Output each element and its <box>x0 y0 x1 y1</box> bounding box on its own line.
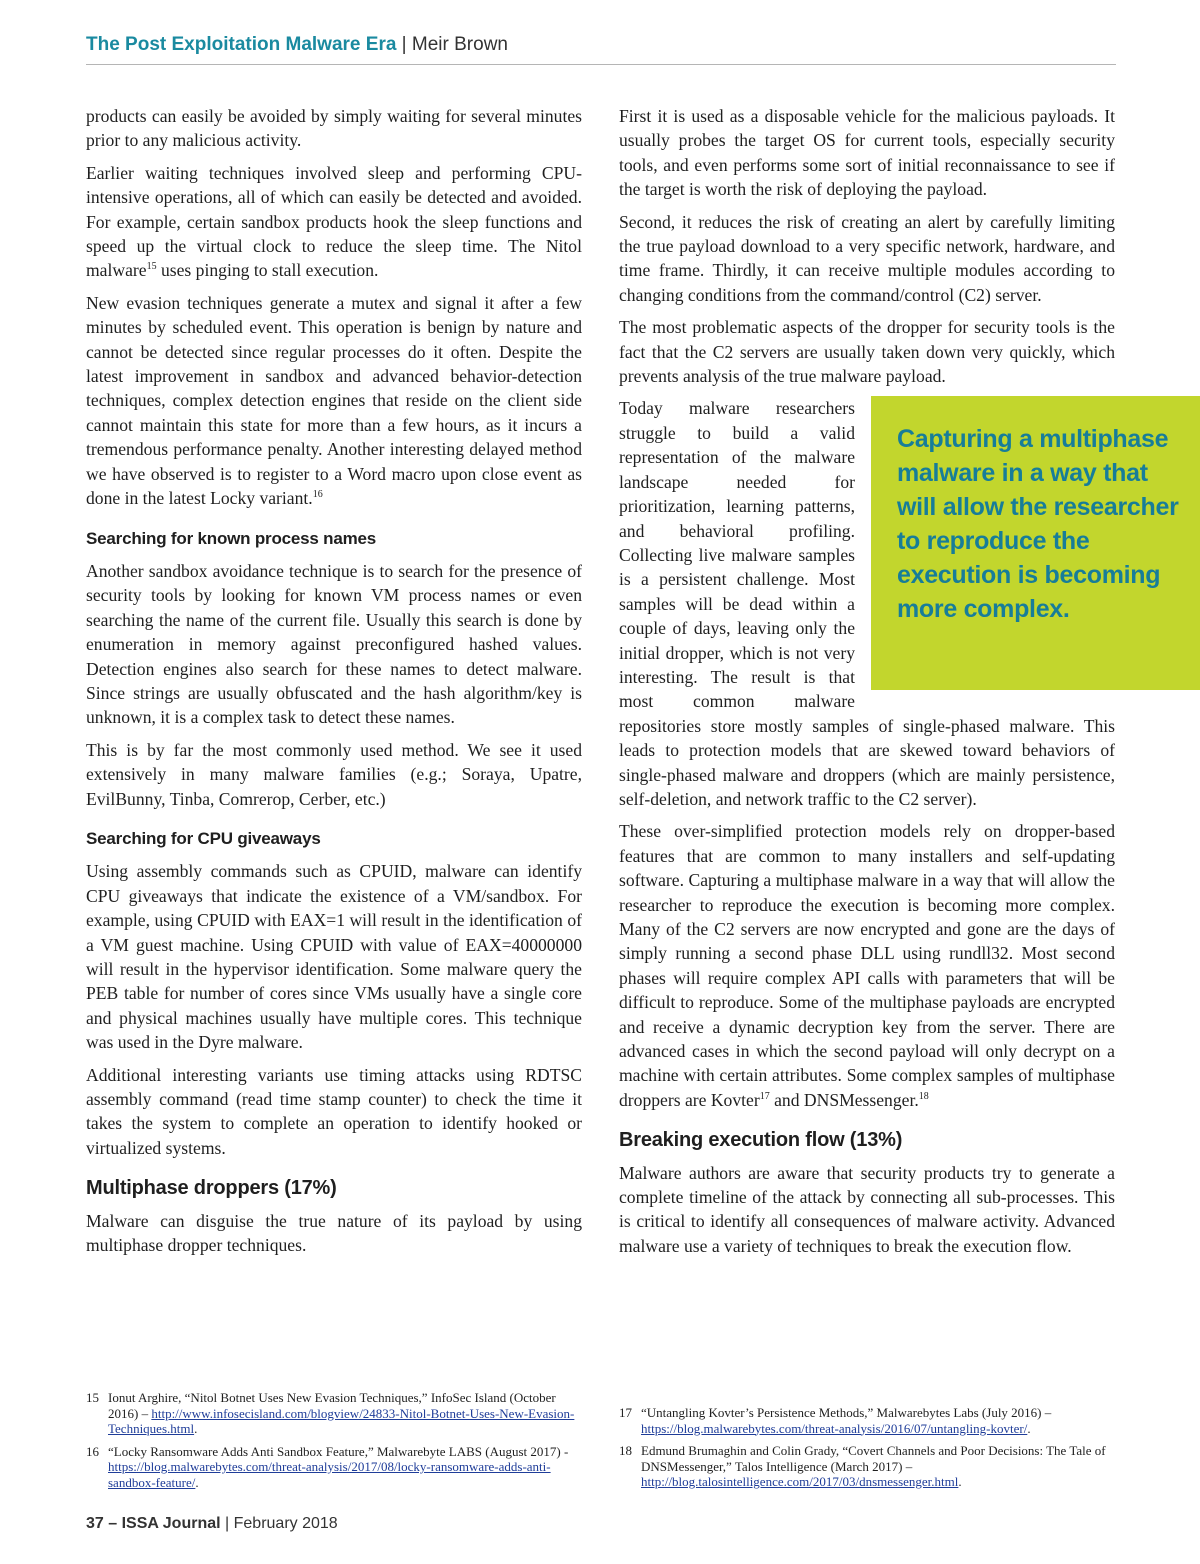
footnote <box>86 1390 582 1437</box>
section-heading-breaking-execution-flow: Breaking execution flow (13%) <box>619 1129 903 1152</box>
article-title: The Post Exploitation Malware Era <box>86 34 397 55</box>
footnote-text <box>108 1444 582 1491</box>
paragraph <box>619 819 1115 1112</box>
paragraph: Today malware researchers struggle to build a valid representation of the malware landscape needed for prioritization, learning patterns, and behavioral profiling. Collecting live malware samples is a persistent challenge. Most samples will be dead within a couple of days, leaving only the initial dropper, which is not very interesting. The result is that most common malware repositories store mostly samples of single-phased malware. This leads to protection models that are skewed toward behaviors of single-phased malware and droppers (which are mainly persistence, self-deletion, and network traffic to the C2 server). <box>619 398 1115 809</box>
footnote-number: 17 <box>619 1405 632 1420</box>
paragraph-text: New evasion techniques generate a mutex and signal it after a few minutes by scheduled event. This operation is benign by nature and cannot be detected since regular processes do it often. Despite the latest improvement in sandbox and advanced behavior-detection techniques, complex detection engines that reside on the client side cannot maintain this state for more than a few hours, as it incurs a tremendous performance penalty. Another interesting delayed method we have observed is to register to a Word macro upon close event as done in the latest Locky variant. <box>86 292 582 509</box>
paragraph: Malware can disguise the true nature of its payload by using multiphase dropper techniques. <box>86 1210 582 1256</box>
footnote-text <box>641 1405 1115 1436</box>
right-column <box>619 104 1179 1266</box>
subheading-cpu-giveaways: Searching for CPU giveaways <box>86 828 321 848</box>
pull-quote: Capturing a multiphase malware in a way that will allow the researcher to reproduce the execution is becoming more complex. <box>871 396 1200 690</box>
footnote-citation: Edmund Brumaghin and Colin Grady, “Covert Channels and Poor Decisions: The Tale of DNSMessenger,” Talos Intelligence (March 2017) – <box>641 1443 1106 1474</box>
paragraph: products can easily be avoided by simply waiting for several minutes prior to any malicious activity. <box>86 106 582 151</box>
paragraph: Using assembly commands such as CPUID, malware can identify CPU giveaways that indicate the existence of a VM/sandbox. For example, using CPUID with EAX=1 will result in the identification of a VM guest machine. Using CPUID with value of EAX=40000000 will result in the hypervisor identification. Some malware query the PEB table for number of cores since VMs usually have a single core and physical machines usually have multiple cores. This technique was used in the Dyre malware. <box>86 861 582 1053</box>
footer-separator: | <box>220 1515 234 1532</box>
footnote-text <box>641 1443 1115 1490</box>
footnote-citation: Ionut Arghire, “Nitol Botnet Uses New Evasion Techniques,” InfoSec Island (October 2016) – <box>108 1390 556 1421</box>
footnotes-right <box>619 1405 1115 1497</box>
paragraph: First it is used as a disposable vehicle for the malicious payloads. It usually probes the target OS for current tools, especially security tools, and even performs some sort of initial reconnaissance to see if the target is worth the risk of deploying the payload. <box>619 106 1115 200</box>
footnote-link[interactable]: https://blog.malwarebytes.com/threat-analysis/2016/07/untangling-kovter/ <box>641 1420 1028 1436</box>
footnote <box>86 1444 582 1491</box>
header-separator: | <box>396 34 412 55</box>
footnote <box>619 1405 1115 1436</box>
paragraph-text: uses pinging to stall execution. <box>156 260 379 281</box>
paragraph: Another sandbox avoidance technique is to search for the presence of security tools by looking for known VM process names or even searching the name of the current file. Usually this search is done by enumeration in memory against preconfigured hashed values. Detection engines also search for these names to detect malware. Since strings are usually obfuscated and the hash algorithm/key is unknown, it is a complex task to detect these names. <box>86 560 582 728</box>
footnote-ref[interactable]: 16 <box>312 489 323 501</box>
left-column <box>86 104 582 1265</box>
footnote-tail: . <box>194 1421 198 1436</box>
footnote-tail: . <box>195 1474 199 1490</box>
footnote-ref[interactable]: 18 <box>918 1090 929 1102</box>
page-footer <box>86 1515 338 1533</box>
footnote-citation: “Locky Ransomware Adds Anti Sandbox Feature,” Malwarebyte LABS (August 2017) - <box>108 1443 569 1459</box>
footnote-text <box>108 1390 582 1437</box>
paragraph-text: Earlier waiting techniques involved sleep and performing CPU-intensive operations, all of which can easily be detected and avoided. For example, certain sandbox products hook the sleep functions and speed up the virtual clock to reduce the sleep time. The Nitol malware <box>86 162 582 281</box>
page-number-journal: 37 – ISSA Journal <box>86 1515 221 1532</box>
paragraph: This is by far the most commonly used method. We see it used extensively in many malware families (e.g.; Soraya, Upatre, EvilBunny, Tinba, Comrerop, Cerber, etc.) <box>86 739 582 809</box>
section-heading-multiphase-droppers: Multiphase droppers (17%) <box>86 1177 337 1200</box>
footnote-number: 16 <box>86 1443 99 1459</box>
subheading-known-process-names: Searching for known process names <box>86 528 377 548</box>
paragraph: Second, it reduces the risk of creating an alert by carefully limiting the true payload download to a very specific network, hardware, and time frame. Thirdly, it can receive multiple modules according to changing conditions from the command/control (C2) server. <box>619 211 1115 305</box>
footnote-tail: . <box>958 1474 962 1489</box>
footnote-link[interactable]: https://blog.malwarebytes.com/threat-analysis/2017/08/locky-ransomware-adds-anti-sandbox-feature/ <box>108 1459 551 1490</box>
issue-date: February 2018 <box>233 1515 338 1532</box>
paragraph-text: and DNSMessenger. <box>769 1089 919 1110</box>
article-author: Meir Brown <box>411 34 508 55</box>
footnote-link[interactable]: http://blog.talosintelligence.com/2017/03/dnsmessenger.html <box>641 1474 959 1489</box>
paragraph-text: These over-simplified protection models rely on dropper-based features that are common to many installers and self-updating software. Capturing a multiphase malware in a way that will allow the researcher to reproduce the execution is becoming more complex. Many of the C2 servers are now encrypted and gone are the days of simply running a second phase DLL using rundll32. Most second phases will require complex API calls with parameters that will be difficult to reproduce. Some of the multiphase payloads are encrypted and receive a dynamic decryption key from the server. There are advanced cases in which the second payload will only decrypt on a machine with certain attributes. Some complex samples of multiphase droppers are Kovter <box>619 821 1115 1110</box>
footnote-number: 18 <box>619 1443 632 1458</box>
footnote <box>619 1443 1115 1490</box>
footnotes-left <box>86 1390 582 1497</box>
footnote-number: 15 <box>86 1390 99 1405</box>
footnote-ref[interactable]: 17 <box>759 1090 770 1102</box>
footnote-tail: . <box>1027 1420 1031 1436</box>
footnote-link[interactable]: http://www.infosecisland.com/blogview/24833-Nitol-Botnet-Uses-New-Evasion-Techniques.html <box>108 1405 575 1436</box>
running-header <box>86 34 1116 56</box>
paragraph: Additional interesting variants use timing attacks using RDTSC assembly command (read time stamp counter) to check the time it takes the system to complete an operation to identify hooked or virtualized systems. <box>86 1064 582 1158</box>
footnote-ref[interactable]: 15 <box>146 261 157 273</box>
header-divider <box>86 64 1116 65</box>
paragraph <box>86 291 582 511</box>
footnote-citation: “Untangling Kovter’s Persistence Methods,” Malwarebytes Labs (July 2016) – <box>641 1405 1052 1420</box>
paragraph <box>86 161 582 283</box>
paragraph: The most problematic aspects of the dropper for security tools is the fact that the C2 servers are usually taken down very quickly, which prevents analysis of the true malware payload. <box>619 317 1115 387</box>
paragraph: Malware authors are aware that security products try to generate a complete timeline of the attack by connecting all sub-processes. This is critical to identify all consequences of malware activity. Advanced malware use a variety of techniques to break the execution flow. <box>619 1162 1115 1256</box>
